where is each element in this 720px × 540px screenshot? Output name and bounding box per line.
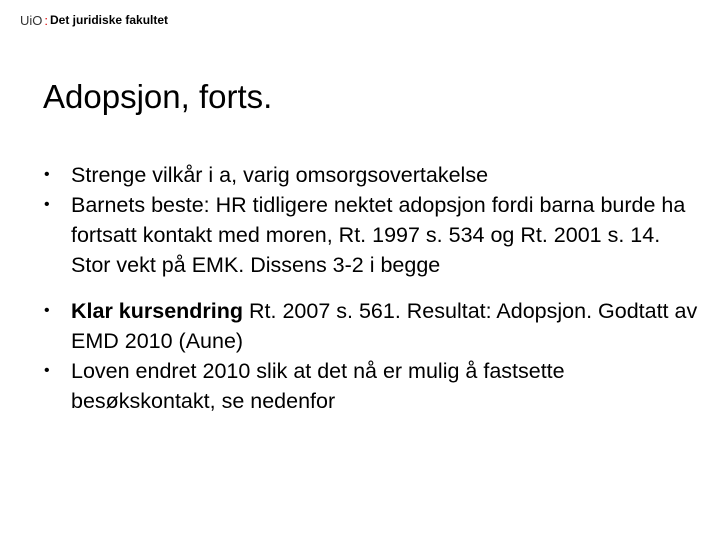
logo-separator: : <box>44 12 49 28</box>
slide-title: Adopsjon, forts. <box>43 78 273 115</box>
bullet-item <box>44 160 704 190</box>
bullet-item <box>44 190 704 280</box>
slide-content <box>44 160 704 416</box>
bullet-text: Rt. 2007 s. 561. Resultat: Adopsjon. Godtatt av EMD 2010 (Aune) <box>71 299 698 353</box>
bullet-item <box>44 356 704 416</box>
bullet-icon: • <box>44 196 50 213</box>
uio-logo: UiO <box>20 12 43 28</box>
bullet-icon: • <box>44 362 50 379</box>
bullet-list-2 <box>44 296 704 416</box>
bullet-text: Strenge vilkår i a, varig omsorgsovertakelse <box>71 163 489 187</box>
header-logo <box>20 11 168 29</box>
faculty-name: Det juridiske fakultet <box>50 13 169 27</box>
bullet-text: Barnets beste: HR tidligere nektet adopsjon fordi barna burde ha fortsatt kontakt med moren, Rt. 1997 s. 534 og Rt. 2001 s. 14. Stor vekt på EMK. Dissens 3-2 i begge <box>71 193 686 277</box>
bullet-item <box>44 296 704 356</box>
group-spacer <box>44 280 704 296</box>
bullet-icon: • <box>44 166 50 183</box>
bullet-list-1 <box>44 160 704 280</box>
bullet-text: Loven endret 2010 slik at det nå er mulig å fastsette besøkskontakt, se nedenfor <box>71 359 565 413</box>
bullet-bold-text: Klar kursendring <box>71 299 244 323</box>
bullet-icon: • <box>44 302 50 319</box>
